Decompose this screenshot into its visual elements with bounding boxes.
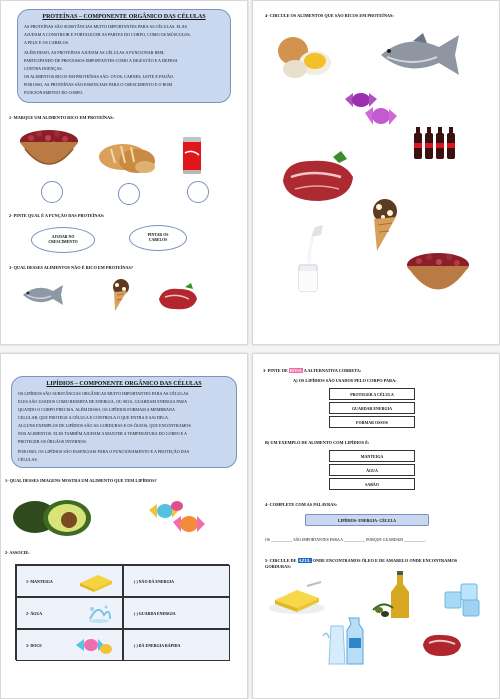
- info-line: NOS ALIMENTOS. ELES TAMBÉM AJUDAM A MANTER A TEMPERATURA DO CORPO E A: [18, 431, 188, 436]
- question-3: [263, 368, 361, 373]
- word-bank: LIPÍDIOS- ENERGIA- CÉLULA: [305, 514, 429, 526]
- info-line: ALGUNS EXEMPLOS DE LIPÍDIOS SÃO AS GORDURAS E OS ÓLEOS, QUE ENCONTRAMOS: [18, 423, 191, 428]
- steak-image: [277, 151, 361, 207]
- info-line: QUANDO O CORPO PRECISA. ALÉM DISSO, OS LIPÍDIOS FORMAM A MEMBRANA: [18, 407, 176, 412]
- candies-image: [341, 85, 397, 129]
- question-5-prefix: 5- CIRCULE DE: [265, 558, 297, 563]
- soda-can-image: [179, 135, 207, 179]
- water-splash-image: [84, 601, 114, 625]
- ice-cream-cone-image: [363, 197, 405, 253]
- question-3b: B) UM EXEMPLO DE ALIMENTO COM LIPÍDIOS É:: [265, 440, 370, 445]
- beans-bowl-image: [17, 125, 81, 177]
- question-4: 4- CIRCULE OS ALIMENTOS QUE SÃO RICOS EM PROTEÍNAS:: [265, 13, 394, 18]
- info-line: ALÉM DISSO, AS PROTEÍNAS AJUDAM AS CÉLULAS A FUNCIONAR BEM,: [24, 50, 165, 55]
- option-growth-label: AJUDAR NO CRESCIMENTO: [48, 235, 78, 244]
- option-protect-cell[interactable]: PROTEGER A CÉLULA: [329, 388, 415, 400]
- milk-image: [293, 223, 325, 293]
- worksheet-proteins-2: [252, 0, 500, 345]
- assoc-right-1[interactable]: ( ) NÃO DÁ ENERGIA: [134, 579, 174, 584]
- bread-image: [97, 137, 159, 177]
- option-butter[interactable]: MANTEIGA: [329, 450, 415, 462]
- assoc-left-3: 3- DOCE: [26, 643, 42, 648]
- assoc-left-2: 2- ÁGUA: [26, 611, 43, 616]
- option-form-bones[interactable]: FORMAR OSSOS: [329, 416, 415, 428]
- fill-sentence[interactable]: OS ___________ SÃO IMPORTANTES PARA A ___________ PORQUE GUARDAM ___________.: [265, 538, 427, 542]
- question-3-prefix: 3- PINTE DE: [263, 368, 288, 373]
- proteins-title: PROTEÍNAS – COMPONENTE ORGÂNICO DAS CÉLULAS: [42, 14, 206, 20]
- info-line: CELULAR, QUE PROTEGE A CÉLULA E CONTROLA O QUE ENTRA E SAI DELA.: [18, 415, 170, 420]
- olive-oil-image: [371, 570, 417, 622]
- beans-bowl-2-image: [403, 247, 473, 305]
- lipids-title: LIPÍDIOS – COMPONENTE ORGÂNICO DAS CÉLULAS: [46, 381, 202, 387]
- info-line: CÉLULAS.: [18, 457, 38, 462]
- association-table: [15, 564, 229, 660]
- option-hair[interactable]: [129, 225, 187, 251]
- option-water[interactable]: ÁGUA: [329, 464, 415, 476]
- fish-image: [17, 281, 65, 309]
- worksheet-lipids-2: [252, 353, 500, 699]
- question-2: 2- PINTE QUAL É A FUNÇÃO DAS PROTEÍNAS:: [9, 213, 105, 218]
- worksheet-proteins-1: [0, 0, 248, 345]
- highlight-pink: ROSA: [289, 368, 302, 373]
- info-line: OS ALIMENTOS RICOS EM PROTEÍNAS SÃO: OVOS, CARNES, LEITE E FEIJÃO.: [24, 74, 175, 79]
- meat-image: [155, 283, 201, 313]
- assoc-right-3[interactable]: ( ) DÁ ENERGIA RÁPIDA: [134, 643, 181, 648]
- assoc-right-2[interactable]: ( ) GUARDA ENERGIA: [134, 611, 176, 616]
- question-4: 4- COMPLETE COM AS PALAVRAS:: [265, 502, 338, 507]
- cola-bottles-image: [411, 125, 457, 161]
- option-hair-label: PINTAR OS CABELOS: [147, 233, 169, 242]
- info-line: PROTEGER OS ÓRGÃOS INTERNOS.: [18, 439, 87, 444]
- colorful-candies-image: [147, 496, 213, 536]
- info-line: ELES SÃO USADOS COMO RESERVA DE ENERGIA, OU SEJA, GUARDAM ENERGIA PARA: [18, 399, 188, 404]
- ice-cream-image: [105, 277, 133, 313]
- info-line: A PELE E OS CABELOS.: [24, 40, 70, 45]
- option-store-energy[interactable]: GUARDAR ENERGIA: [329, 402, 415, 414]
- highlight-blue: AZUL: [298, 558, 311, 563]
- info-line: POR ISSO, OS LIPÍDIOS SÃO ESSENCIAIS PARA O FUNCIONAMENTO E A PROTEÇÃO DAS: [18, 449, 190, 454]
- question-5: [265, 558, 457, 563]
- question-1: 1- QUAL DESSES IMAGENS MOSTRA UM ALIMENTO QUE TEM LIPÍDIOS?: [5, 478, 157, 483]
- proteins-info-box: [17, 9, 231, 103]
- question-3a: A) OS LIPÍDIOS SÃO USADOS PELO CORPO PARA:: [293, 378, 397, 383]
- butter-small-image: [76, 569, 116, 593]
- candy-small-image: [74, 633, 116, 657]
- option-growth[interactable]: [31, 227, 95, 253]
- water-image: [319, 616, 371, 668]
- question-1: 1- MARQUE UM ALIMENTO RICO EM PROTEÍNAS:: [9, 115, 114, 120]
- avocado-image: [11, 494, 95, 540]
- info-line: AS PROTEÍNAS SÃO SUBSTÂNCIAS MUITO IMPORTANTES PARA AS CÉLULAS. ELAS: [24, 24, 187, 29]
- butter-block-image: [267, 580, 327, 616]
- lipids-info-box: [11, 376, 237, 468]
- question-5-line2: GORDURAS:: [265, 564, 292, 569]
- option-soap[interactable]: SABÃO: [329, 478, 415, 490]
- steak-small-image: [419, 630, 465, 660]
- info-line: FUNCIONAMENTO DO CORPO.: [24, 90, 84, 95]
- info-line: AJUDAM A CONSTRUIR E FORTALECER AS PARTES DO CORPO, COMO OS MÚSCULOS,: [24, 32, 191, 37]
- fish-large-image: [373, 29, 463, 81]
- info-line: POR ISSO, AS PROTEÍNAS SÃO ESSENCIAIS PARA O CRESCIMENTO E O BOM: [24, 82, 173, 87]
- question-5-suffix: ONDE ENCONTRAMOS ÓLEO E DE AMARELO ONDE ENCONTRAMOS: [312, 558, 458, 563]
- answer-circle-soda[interactable]: [187, 181, 209, 203]
- info-line: PARTICIPANDO DE PROCESSOS IMPORTANTES COMO A DIGESTÃO E A DEFESA: [24, 58, 178, 63]
- info-line: OS LIPÍDIOS SÃO SUBSTÂNCIAS ORGÂNICAS MUITO IMPORTANTES PARA AS CÉLULAS.: [18, 391, 190, 396]
- question-3: 3- QUAL DESSES ALIMENTOS NÃO É RICO EM PROTEÍNAS?: [9, 265, 134, 270]
- answer-circle-beans[interactable]: [41, 181, 63, 203]
- assoc-left-1: 1- MANTEIGA: [26, 579, 53, 584]
- question-3-suffix: A ALTERNATIVA CORRETA:: [303, 368, 362, 373]
- info-line: CONTRA DOENÇAS.: [24, 66, 63, 71]
- eggs-image: [275, 33, 333, 81]
- ice-cubes-image: [441, 578, 485, 618]
- question-2: 2- ASSOCIE:: [5, 550, 30, 555]
- answer-circle-bread[interactable]: [118, 183, 140, 205]
- worksheet-lipids-1: [0, 353, 248, 699]
